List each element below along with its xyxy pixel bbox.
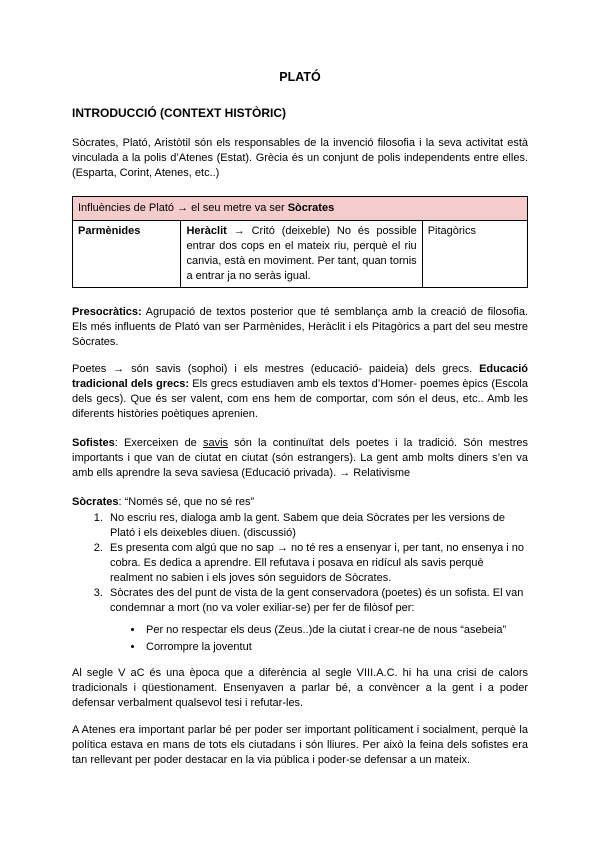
influence-heraclit-label: Heràclit (186, 225, 227, 237)
list-item: 2. Es presenta com algú que no sap → no té res a ensenyar i, per tant, no ensenya i no cobra. Es dedica a aprendre. Ell refutava i posava en ridícul als savis perquè realment no sabien i els joves són seguidors de Sòcrates. (106, 541, 528, 586)
list-item: 3. Sòcrates des del punt de vista de la gent conservadora (poetes) és un sofista. El van condemnar a mort (no va voler exiliar-se) per fer de filòsof per: (106, 586, 528, 616)
influences-header-text: Influències de Plató → el seu metre va ser (78, 202, 288, 214)
socrates-quote: : “Només sé, que no sé res” (118, 496, 255, 508)
socrates-heading (72, 495, 528, 510)
presocratics-paragraph (72, 305, 528, 350)
influences-header-cell (73, 197, 528, 221)
presocratics-label: Presocràtics: (72, 306, 142, 318)
influence-heraclit (181, 221, 422, 288)
list-item: • Per no respectar els deus (Zeus..)de la ciutat i crear-ne de nous “asebeia” (144, 623, 528, 638)
list-item: 1. No escriu res, dialoga amb la gent. Sabem que deia Sòcrates per les versions de Plató i els deixebles diuen. (discussió) (106, 511, 528, 541)
influences-table (72, 196, 528, 288)
influence-pitagorics: Pitagòrics (422, 221, 527, 288)
sofistes-label: Sofistes (72, 437, 115, 449)
list-item: • Corrompre la joventut (144, 640, 528, 655)
condemnation-reasons (72, 623, 528, 657)
influence-parmenides-label: Parmènides (78, 225, 141, 237)
sofistes-text-2: són la continuïtat dels poetes i la tradició. Són mestres importants i que van de ciutat en ciutat (són estrangers). La gent amb molts diners s’en va amb ells aprendre la seva saviesa (Educació privada). → Relativisme (72, 437, 528, 479)
presocratics-text: Agrupació de textos posterior que té semblança amb la creació de filosofia. Els més influents de Plató van ser Parmènides, Heràclit i els Pitagòrics a part del seu mestre Sòcrates. (72, 306, 528, 348)
document-title: PLATÓ (279, 70, 321, 84)
influences-row (73, 221, 528, 288)
segle-paragraph: Al segle V aC és una època que a diferència al segle VIII.A.C. hi ha una crisi de calors tradicionals i qüestionament. Ensenyaven a parlar bé, a convèncer a la gent i a poder defensar verbalment qualsevol tesi i refutar-les. (72, 667, 528, 709)
influences-header-bold: Sòcrates (287, 202, 335, 214)
influence-parmenides (73, 221, 181, 288)
poetes-text-1: Poetes → són savis (sophoi) i els mestres (educació- paideia) dels grecs. (72, 363, 480, 375)
intro-paragraph: Sòcrates, Plató, Aristòtil són els responsables de la invenció filosofia i la seva activitat està vinculada a la polis d’Atenes (Estat). Grècia és un conjunt de polis independents entre elles. (Esparta, Corint, Atenes, etc..) (72, 137, 528, 179)
sofistes-underlined: savis (202, 437, 229, 449)
poetes-text-2: Els grecs estudiaven amb els textos d’Homer- poemes èpics (Escola dels gecs). Que és ser valent, com ens hem de comportar, com són el deus, etc.. Amb les diferents històries poètiques aprenien. (72, 378, 528, 420)
atenes-paragraph: A Atenes era important parlar bé per poder ser important políticament i socialment, perquè la política estava en mans de tots els ciutadans i són lliures. Per això la feina dels sofistes era tan rellevant per poder destacar en la via pública i poder-se defensar a un mateix. (72, 724, 528, 766)
poetes-bold: Educació tradicional dels grecs: (72, 363, 528, 390)
influences-header-row (73, 197, 528, 221)
sofistes-text-1: : Exerceixen de (114, 437, 203, 449)
sofistes-paragraph (72, 436, 528, 481)
section-heading: INTRODUCCIÓ (CONTEXT HISTÒRIC) (72, 106, 286, 120)
socrates-label: Sòcrates (72, 496, 119, 508)
poetes-paragraph (72, 362, 528, 422)
socrates-list (72, 511, 528, 616)
influence-heraclit-text: → Critó (deixeble) No és possible entrar dos cops en el mateix riu, perquè el riu canvia, està en moviment. Per tant, quan tornis a entrar ja no seràs igual. (186, 225, 417, 282)
